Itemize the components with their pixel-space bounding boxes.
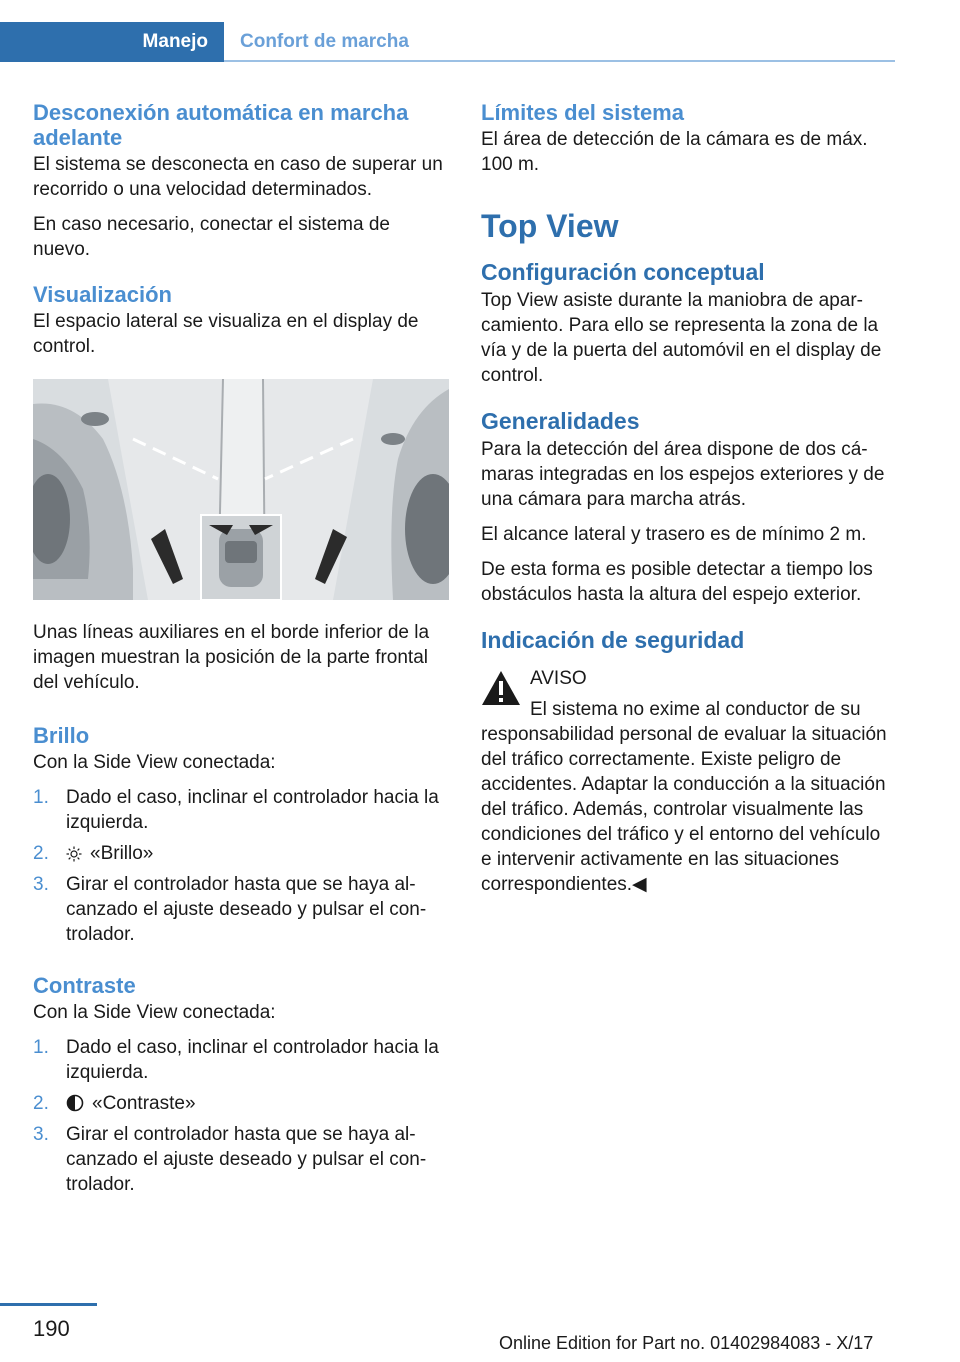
list-item: 1. Dado el caso, inclinar el controlador hacia la izquierda. [33,787,439,833]
figure-caption: Unas líneas auxiliares en el borde inferior de la imagen muestran la posición de la parte frontal del vehículo. [33,622,430,693]
warning-line-1: El sistema no exime al conductor de su [530,699,861,720]
brillo-steps [33,785,449,947]
contrast-icon [66,1094,84,1112]
heading-general: Generalidades [481,408,640,434]
right-column [481,100,893,897]
heading-contraste: Contraste [33,973,136,998]
side-view-figure [33,379,449,600]
display-text: El espacio lateral se visualiza en el display de control. [33,311,419,357]
general-text-2: El alcance lateral y trasero es de mínimo 2 m. [481,524,867,545]
warning-continuation: responsabilidad personal de evaluar la situación del tráfico correctamente. Existe peligro de accidentes. Adaptar la conducción a la situación del tráfico. Además, controlar visualmente las condiciones del tráfico y el entorno del vehículo e intervenir activamente en las situaciones correspondientes.◀ [481,724,887,895]
tab-manejo[interactable]: Manejo [0,22,224,62]
heading-safety: Indicación de seguridad [481,627,745,653]
header-tabs [0,22,895,62]
page-number: 190 [33,1316,70,1341]
heading-limits: Límites del sistema [481,100,684,125]
heading-top-view: Top View [481,208,619,244]
list-item: 2. «Contraste» [33,1093,196,1114]
heading-auto-off: Desconexión automática en marcha adelante [33,100,409,150]
heading-concept: Configuración conceptual [481,259,765,285]
list-item: 2. «Brillo» [33,843,154,864]
footer-divider [0,1303,97,1306]
general-text-3: De esta forma es posible detectar a tiempo los obstáculos hasta la altura del espejo exterior. [481,559,873,605]
general-text-1: Para la detección del área dispone de dos cámaras integradas en los espejos exteriores y de una cámara para marcha atrás. [481,439,885,510]
sun-icon [66,846,82,862]
list-item: 1. Dado el caso, inclinar el controlador hacia la izquierda. [33,1037,439,1083]
auto-off-text-2: En caso necesario, conectar el sistema de nuevo. [33,214,390,260]
warning-title: AVISO [530,668,587,689]
brillo-intro: Con la Side View conectada: [33,752,276,773]
tab-confort-de-marcha[interactable]: Confort de marcha [240,31,409,52]
warning-block [481,666,893,722]
list-item: 3. Girar el controlador hasta que se haya alcanzado el ajuste deseado y pulsar el controlador. [33,874,427,945]
heading-display: Visualización [33,282,172,307]
list-item: 3. Girar el controlador hasta que se haya alcanzado el ajuste deseado y pulsar el controlador. [33,1124,427,1195]
heading-brillo: Brillo [33,723,90,748]
concept-text: Top View asiste durante la maniobra de aparcamiento. Para ello se representa la zona de la vía y de la puerta del automóvil en el display de control. [481,290,882,386]
header-divider [224,60,895,62]
warning-triangle-icon [481,670,521,706]
left-column [33,100,449,1203]
contraste-intro: Con la Side View conectada: [33,1002,276,1023]
limits-text: El área de detección de la cámara es de máx. 100 m. [481,129,868,175]
auto-off-text-1: El sistema se desconecta en caso de superar un recorrido o una velocidad determinados. [33,154,443,200]
edition-note: Online Edition for Part no. 01402984083 - X/17 [499,1333,874,1353]
contraste-steps [33,1035,449,1197]
